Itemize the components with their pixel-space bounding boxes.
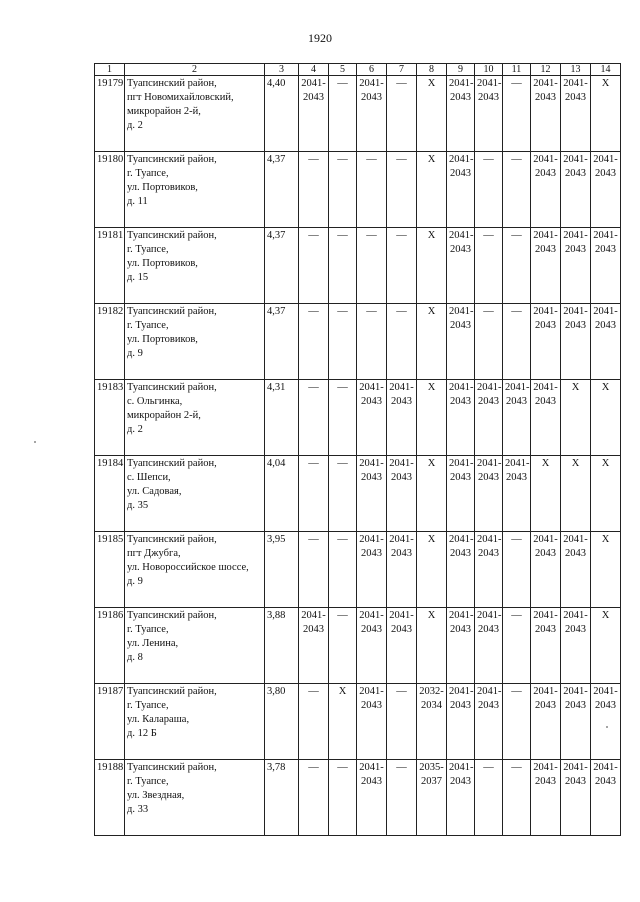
column-header: 5 xyxy=(329,64,357,76)
column-header: 4 xyxy=(299,64,329,76)
period-cell: 2041- 2043 xyxy=(387,608,417,684)
address-line: г. Туапсе, xyxy=(127,700,169,711)
period-cell: 2041- 2043 xyxy=(561,228,591,304)
header-row xyxy=(95,64,621,76)
address-line: с. Ольгинка, xyxy=(127,396,183,407)
address-line: д. 11 xyxy=(127,196,148,207)
period-cell: 2041- 2043 xyxy=(531,152,561,228)
area-value: 4,37 xyxy=(265,152,299,228)
period-cell: X xyxy=(417,76,447,152)
address-line: г. Туапсе, xyxy=(127,624,169,635)
period-cell: — xyxy=(387,760,417,836)
address-cell xyxy=(125,152,265,228)
address-line: д. 8 xyxy=(127,652,143,663)
address-line: пгт Новомихайловский, xyxy=(127,92,234,103)
address-line: Туапсинский район, xyxy=(127,534,217,545)
address-line: Туапсинский район, xyxy=(127,382,217,393)
address-line: д. 2 xyxy=(127,120,143,131)
period-cell: — xyxy=(329,228,357,304)
period-cell: 2041- 2043 xyxy=(591,304,621,380)
period-cell: — xyxy=(329,76,357,152)
period-cell: X xyxy=(417,228,447,304)
table-row xyxy=(95,152,621,228)
address-line: Туапсинский район, xyxy=(127,230,217,241)
table-row xyxy=(95,684,621,760)
address-line: Туапсинский район, xyxy=(127,610,217,621)
row-number: 19185 xyxy=(95,532,125,608)
period-cell: 2041- 2043 xyxy=(591,152,621,228)
period-cell: 2041- 2043 xyxy=(357,380,387,456)
address-cell xyxy=(125,760,265,836)
period-cell: 2041- 2043 xyxy=(561,76,591,152)
period-cell: 2041- 2043 xyxy=(447,228,475,304)
data-table xyxy=(94,63,621,836)
period-cell: — xyxy=(329,760,357,836)
area-value: 4,31 xyxy=(265,380,299,456)
address-line: ул. Звездная, xyxy=(127,790,185,801)
period-cell: — xyxy=(387,152,417,228)
area-value: 3,95 xyxy=(265,532,299,608)
period-cell: 2032- 2034 xyxy=(417,684,447,760)
column-header: 10 xyxy=(475,64,503,76)
table-row xyxy=(95,532,621,608)
period-cell: 2041- 2043 xyxy=(591,228,621,304)
area-value: 3,80 xyxy=(265,684,299,760)
period-cell: 2041- 2043 xyxy=(531,304,561,380)
row-number: 19181 xyxy=(95,228,125,304)
address-line: ул. Ленина, xyxy=(127,638,179,649)
period-cell: 2041- 2043 xyxy=(447,76,475,152)
address-line: д. 9 xyxy=(127,576,143,587)
period-cell: X xyxy=(561,456,591,532)
period-cell: — xyxy=(387,76,417,152)
period-cell: — xyxy=(329,380,357,456)
period-cell: 2041- 2043 xyxy=(503,456,531,532)
period-cell: 2041- 2043 xyxy=(357,760,387,836)
period-cell: 2041- 2043 xyxy=(591,760,621,836)
table-row xyxy=(95,304,621,380)
period-cell: 2041- 2043 xyxy=(561,760,591,836)
period-cell: — xyxy=(503,304,531,380)
period-cell: 2041- 2043 xyxy=(447,152,475,228)
period-cell: 2041- 2043 xyxy=(447,532,475,608)
address-line: ул. Садовая, xyxy=(127,486,182,497)
period-cell: 2041- 2043 xyxy=(299,76,329,152)
period-cell: 2041- 2043 xyxy=(531,608,561,684)
period-cell: 2041- 2043 xyxy=(357,684,387,760)
address-line: д. 35 xyxy=(127,500,149,511)
address-line: г. Туапсе, xyxy=(127,244,169,255)
period-cell: 2041- 2043 xyxy=(475,76,503,152)
address-line: г. Туапсе, xyxy=(127,776,169,787)
row-number: 19188 xyxy=(95,760,125,836)
period-cell: X xyxy=(417,380,447,456)
address-line: г. Туапсе, xyxy=(127,320,169,331)
period-cell: X xyxy=(417,456,447,532)
period-cell: 2041- 2043 xyxy=(503,380,531,456)
row-number: 19184 xyxy=(95,456,125,532)
column-header: 3 xyxy=(265,64,299,76)
period-cell: — xyxy=(299,152,329,228)
period-cell: — xyxy=(387,684,417,760)
period-cell: — xyxy=(357,228,387,304)
period-cell: 2041- 2043 xyxy=(475,380,503,456)
table-row xyxy=(95,456,621,532)
period-cell: 2041- 2043 xyxy=(531,380,561,456)
area-value: 4,40 xyxy=(265,76,299,152)
period-cell: — xyxy=(387,304,417,380)
address-line: Туапсинский район, xyxy=(127,762,217,773)
period-cell: — xyxy=(503,152,531,228)
address-line: Туапсинский район, xyxy=(127,154,217,165)
address-cell xyxy=(125,532,265,608)
address-line: д. 12 Б xyxy=(127,728,157,739)
period-cell: 2041- 2043 xyxy=(447,760,475,836)
table-row xyxy=(95,76,621,152)
column-header: 9 xyxy=(447,64,475,76)
address-line: с. Шепси, xyxy=(127,472,171,483)
period-cell: X xyxy=(329,684,357,760)
row-number: 19183 xyxy=(95,380,125,456)
address-cell xyxy=(125,76,265,152)
period-cell: 2041- 2043 xyxy=(475,532,503,608)
period-cell: — xyxy=(357,152,387,228)
period-cell: X xyxy=(417,608,447,684)
row-number: 19186 xyxy=(95,608,125,684)
period-cell: 2041- 2043 xyxy=(531,684,561,760)
period-cell: X xyxy=(591,380,621,456)
period-cell: — xyxy=(329,456,357,532)
address-line: Туапсинский район, xyxy=(127,306,217,317)
period-cell: 2041- 2043 xyxy=(561,684,591,760)
address-line: д. 2 xyxy=(127,424,143,435)
address-line: ул. Новороссийское шоссе, xyxy=(127,562,249,573)
period-cell: 2041- 2043 xyxy=(531,228,561,304)
table-row xyxy=(95,608,621,684)
scan-speck xyxy=(34,441,36,443)
column-header: 7 xyxy=(387,64,417,76)
period-cell: — xyxy=(299,304,329,380)
period-cell: — xyxy=(503,76,531,152)
period-cell: 2041- 2043 xyxy=(475,456,503,532)
period-cell: — xyxy=(329,608,357,684)
address-cell xyxy=(125,684,265,760)
page-number: 1920 xyxy=(308,31,332,45)
period-cell: 2041- 2043 xyxy=(447,608,475,684)
period-cell: — xyxy=(299,380,329,456)
period-cell: 2041- 2043 xyxy=(531,760,561,836)
period-cell: 2041- 2043 xyxy=(475,684,503,760)
address-line: ул. Калараша, xyxy=(127,714,190,725)
period-cell: — xyxy=(387,228,417,304)
address-line: Туапсинский район, xyxy=(127,78,217,89)
column-header: 6 xyxy=(357,64,387,76)
period-cell: 2041- 2043 xyxy=(561,152,591,228)
period-cell: — xyxy=(299,228,329,304)
period-cell: 2041- 2043 xyxy=(475,608,503,684)
address-line: микрорайон 2-й, xyxy=(127,106,201,117)
row-number: 19187 xyxy=(95,684,125,760)
address-line: микрорайон 2-й, xyxy=(127,410,201,421)
area-value: 4,37 xyxy=(265,228,299,304)
period-cell: — xyxy=(503,760,531,836)
period-cell: X xyxy=(531,456,561,532)
period-cell: — xyxy=(475,304,503,380)
period-cell: — xyxy=(503,684,531,760)
period-cell: X xyxy=(417,304,447,380)
row-number: 19180 xyxy=(95,152,125,228)
address-line: д. 15 xyxy=(127,272,149,283)
period-cell: X xyxy=(417,152,447,228)
table-body xyxy=(95,76,621,836)
period-cell: 2041- 2043 xyxy=(447,456,475,532)
period-cell: X xyxy=(591,608,621,684)
period-cell: — xyxy=(329,304,357,380)
period-cell: 2041- 2043 xyxy=(387,532,417,608)
address-line: Туапсинский район, xyxy=(127,686,217,697)
period-cell: — xyxy=(503,608,531,684)
column-header: 2 xyxy=(125,64,265,76)
period-cell: X xyxy=(417,532,447,608)
column-header: 13 xyxy=(561,64,591,76)
scan-speck xyxy=(606,726,608,728)
column-header: 14 xyxy=(591,64,621,76)
period-cell: 2041- 2043 xyxy=(531,532,561,608)
period-cell: X xyxy=(561,380,591,456)
period-cell: — xyxy=(329,152,357,228)
address-line: Туапсинский район, xyxy=(127,458,217,469)
period-cell: 2041- 2043 xyxy=(357,532,387,608)
period-cell: 2041- 2043 xyxy=(447,380,475,456)
period-cell: — xyxy=(329,532,357,608)
period-cell: 2041- 2043 xyxy=(299,608,329,684)
area-value: 3,88 xyxy=(265,608,299,684)
address-cell xyxy=(125,380,265,456)
period-cell: — xyxy=(299,684,329,760)
period-cell: X xyxy=(591,76,621,152)
period-cell: 2041- 2043 xyxy=(357,76,387,152)
address-cell xyxy=(125,608,265,684)
period-cell: — xyxy=(357,304,387,380)
period-cell: 2041- 2043 xyxy=(447,684,475,760)
period-cell: 2041- 2043 xyxy=(387,456,417,532)
period-cell: 2041- 2043 xyxy=(561,304,591,380)
area-value: 4,04 xyxy=(265,456,299,532)
period-cell: — xyxy=(503,532,531,608)
address-cell xyxy=(125,304,265,380)
row-number: 19179 xyxy=(95,76,125,152)
table-row xyxy=(95,228,621,304)
area-value: 4,37 xyxy=(265,304,299,380)
period-cell: 2041- 2043 xyxy=(531,76,561,152)
address-cell xyxy=(125,456,265,532)
address-line: д. 33 xyxy=(127,804,149,815)
period-cell: — xyxy=(475,228,503,304)
period-cell: X xyxy=(591,456,621,532)
address-line: ул. Портовиков, xyxy=(127,182,198,193)
address-line: ул. Портовиков, xyxy=(127,258,198,269)
period-cell: — xyxy=(475,760,503,836)
period-cell: 2041- 2043 xyxy=(387,380,417,456)
period-cell: 2041- 2043 xyxy=(357,608,387,684)
table-row xyxy=(95,760,621,836)
period-cell: 2035- 2037 xyxy=(417,760,447,836)
period-cell: — xyxy=(299,760,329,836)
column-header: 1 xyxy=(95,64,125,76)
address-line: д. 9 xyxy=(127,348,143,359)
period-cell: — xyxy=(503,228,531,304)
address-line: пгт Джубга, xyxy=(127,548,181,559)
address-cell xyxy=(125,228,265,304)
period-cell: 2041- 2043 xyxy=(561,532,591,608)
period-cell: 2041- 2043 xyxy=(561,608,591,684)
period-cell: — xyxy=(475,152,503,228)
period-cell: — xyxy=(299,532,329,608)
area-value: 3,78 xyxy=(265,760,299,836)
address-line: г. Туапсе, xyxy=(127,168,169,179)
period-cell: — xyxy=(299,456,329,532)
table-row xyxy=(95,380,621,456)
period-cell: 2041- 2043 xyxy=(447,304,475,380)
period-cell: X xyxy=(591,532,621,608)
column-header: 8 xyxy=(417,64,447,76)
period-cell: 2041- 2043 xyxy=(591,684,621,760)
column-header: 12 xyxy=(531,64,561,76)
column-header: 11 xyxy=(503,64,531,76)
period-cell: 2041- 2043 xyxy=(357,456,387,532)
row-number: 19182 xyxy=(95,304,125,380)
address-line: ул. Портовиков, xyxy=(127,334,198,345)
